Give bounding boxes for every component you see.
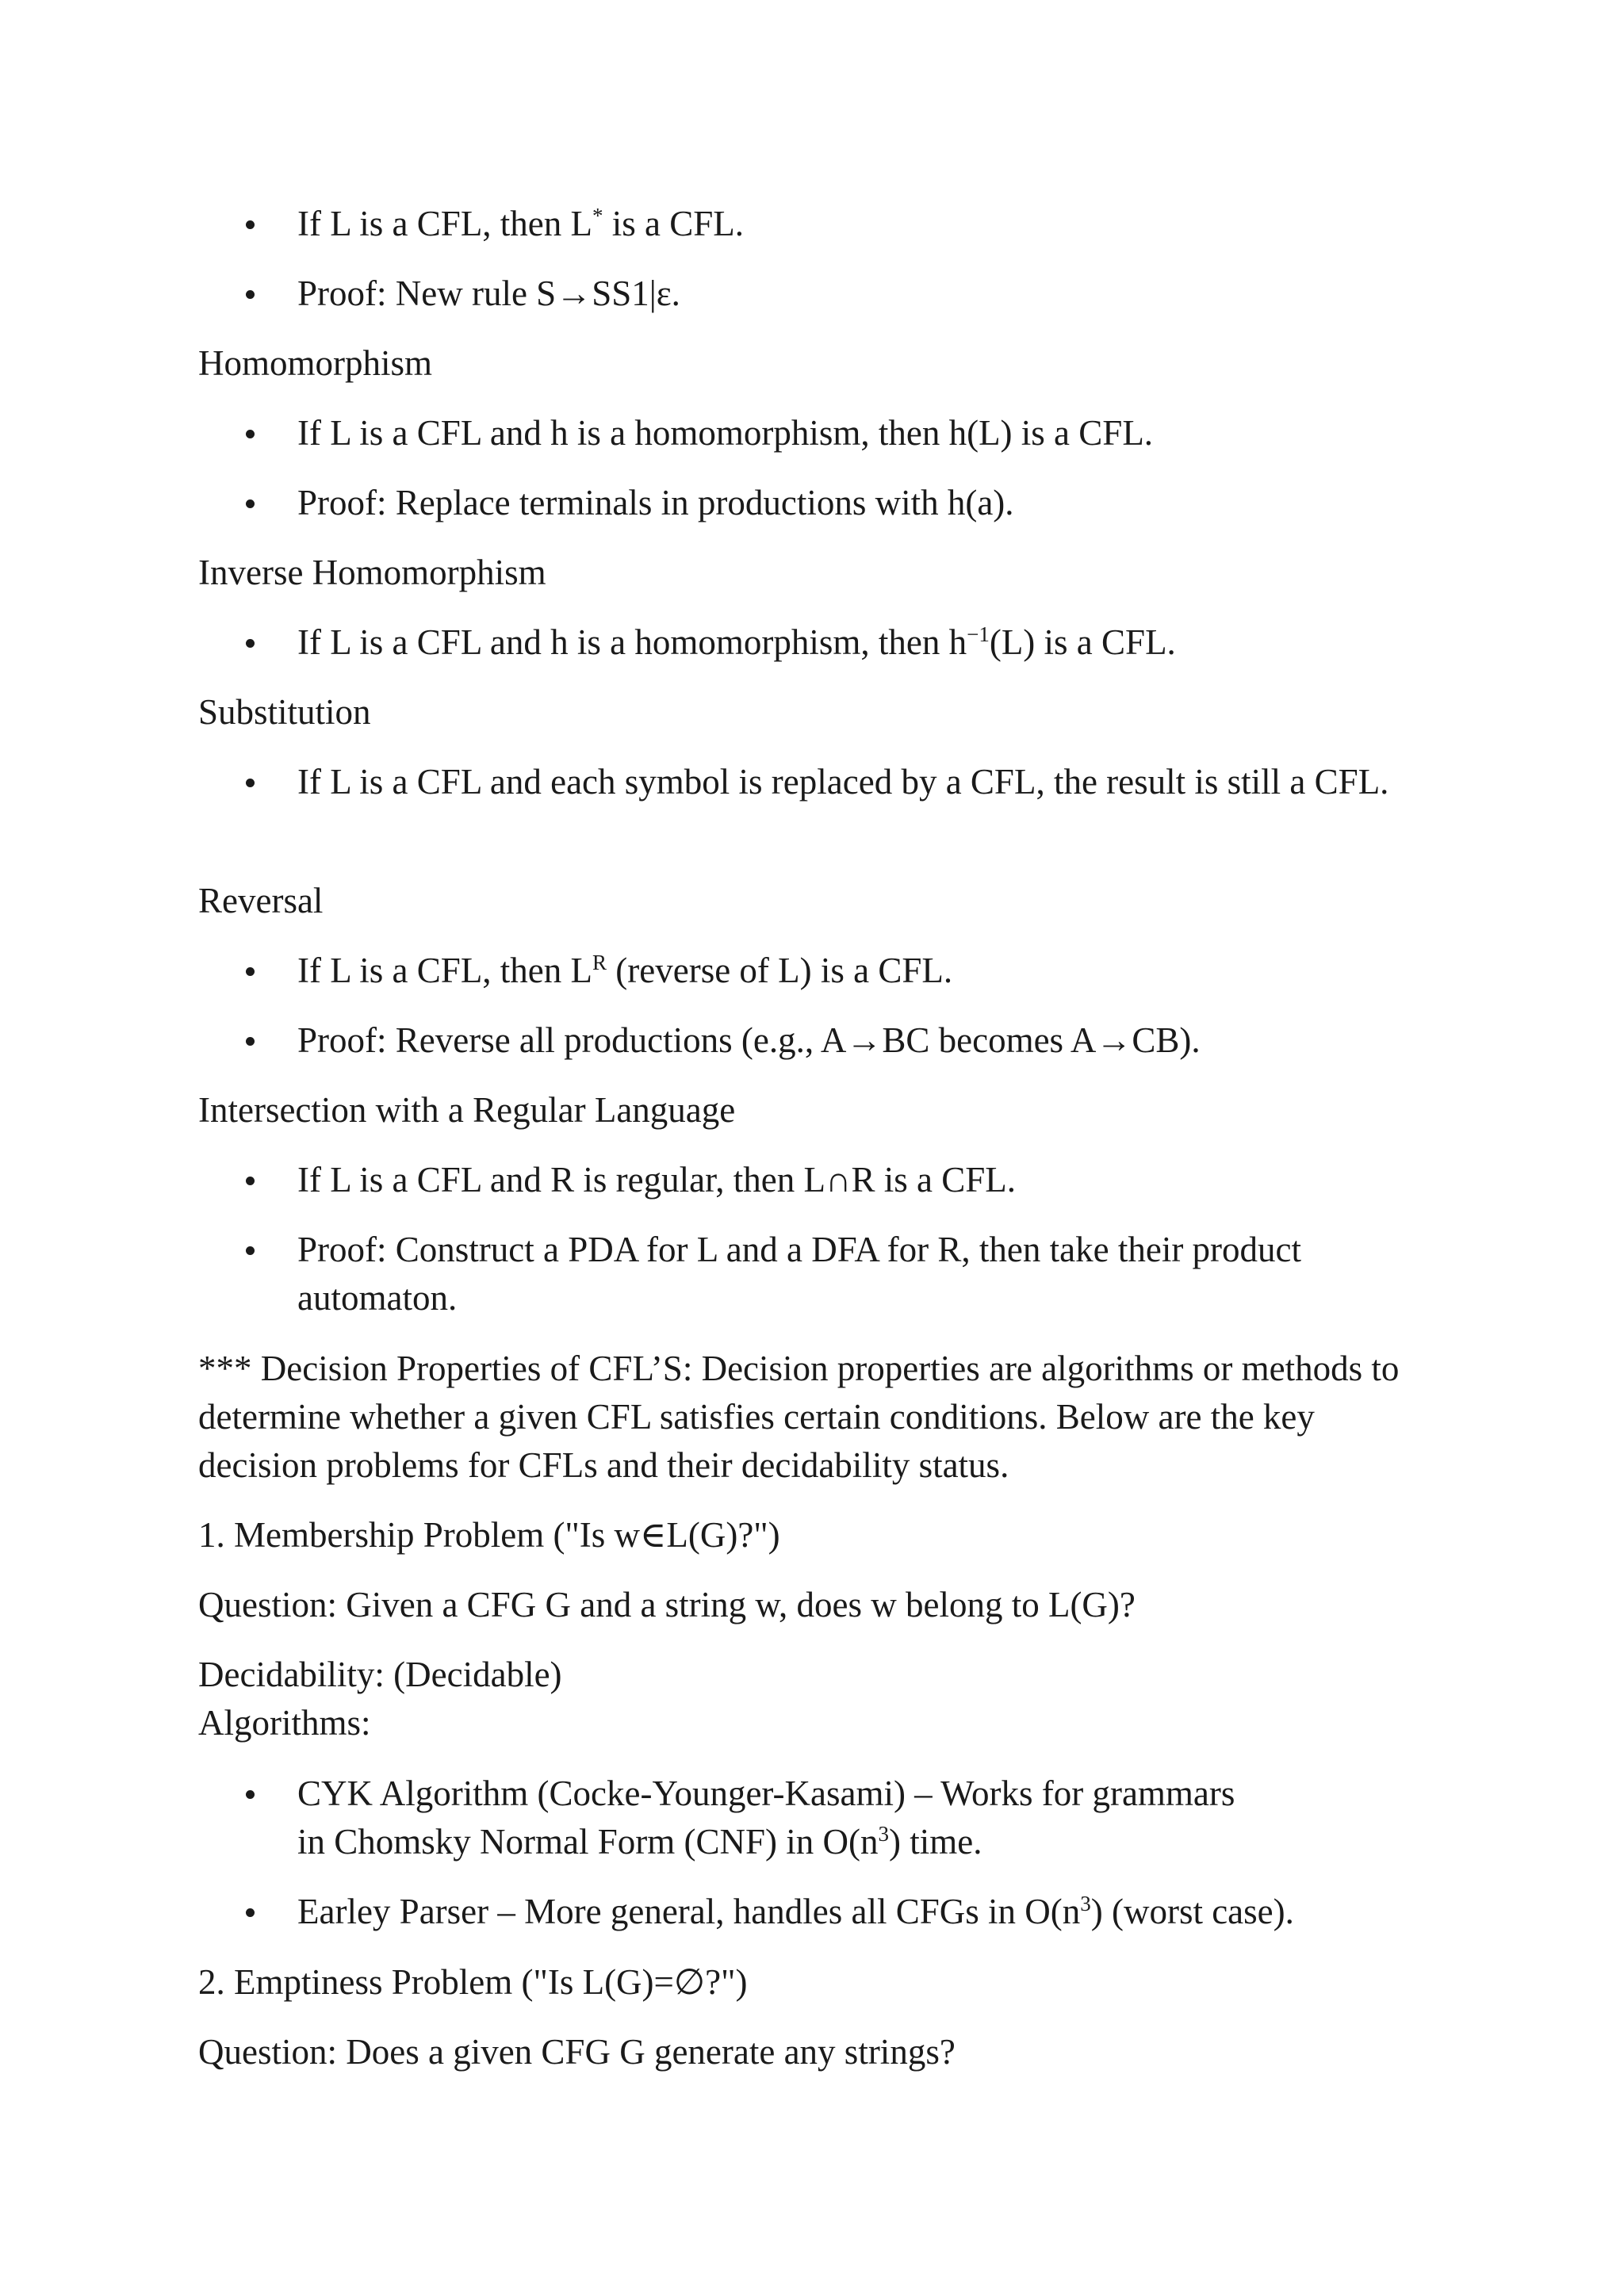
bullet-icon <box>246 290 255 299</box>
decision-intro-paragraph: *** Decision Properties of CFL’S: Decision properties are algorithms or methods to determine whether a given CFL satisfies certain conditions. Below are the key decision problems for CFLs and their decidability status. <box>198 1349 1400 1485</box>
bullet-icon <box>246 1177 255 1185</box>
membership-heading: 1. Membership Problem ("Is w∈L(G)?") <box>198 1515 780 1555</box>
section-heading: Homomorphism <box>198 343 433 383</box>
list-item: Proof: Replace terminals in productions with h(a). <box>246 479 1411 527</box>
list-item: Proof: New rule S→SS1|ε. <box>246 270 1411 318</box>
emptiness-question: Question: Does a given CFG G generate any strings? <box>198 2032 956 2072</box>
bullet-icon <box>246 967 255 976</box>
bullet-icon <box>246 1246 255 1255</box>
section-heading: Substitution <box>198 692 371 732</box>
bullet-icon <box>246 1790 255 1799</box>
list-item: If L is a CFL, then L* is a CFL. <box>246 200 1411 248</box>
membership-question: Question: Given a CFG G and a string w, does w belong to L(G)? <box>198 1585 1136 1624</box>
bullet-icon <box>246 499 255 508</box>
section-heading: Inverse Homomorphism <box>198 553 546 592</box>
list-item: Earley Parser – More general, handles all CFGs in $O(n^3)$ (worst case). <box>246 1888 1411 1936</box>
list-item: CYK Algorithm (Cocke-Younger-Kasami) – Works for grammars in Chomsky Normal Form (CNF) in $O(n^3)$ time. <box>246 1770 1411 1866</box>
list-item: If L is a CFL and each symbol is replaced by a CFL, the result is still a CFL. <box>246 758 1411 806</box>
membership-decidability: Decidability: (Decidable) <box>198 1655 562 1694</box>
bullet-icon <box>246 639 255 648</box>
bullet-icon <box>246 779 255 787</box>
bullet-icon <box>246 1037 255 1046</box>
list-item: Proof: Construct a PDA for L and a DFA for R, then take their product automaton. <box>246 1226 1411 1322</box>
section-heading: Intersection with a Regular Language <box>198 1090 736 1130</box>
bullet-icon <box>246 220 255 229</box>
bullet-icon <box>246 430 255 438</box>
emptiness-heading: 2. Emptiness Problem ("Is L(G)=∅?") <box>198 1962 748 2002</box>
list-item: Proof: Reverse all productions (e.g., A→BC becomes A→CB). <box>246 1016 1411 1065</box>
list-item: If L is a CFL and h is a homomorphism, then $h^{-1}(L)$ is a CFL. <box>246 618 1411 667</box>
list-item: If L is a CFL and R is regular, then L∩R is a CFL. <box>246 1156 1411 1204</box>
algorithms-label: Algorithms: <box>198 1703 371 1743</box>
list-item: If L is a CFL and h is a homomorphism, then h(L) is a CFL. <box>246 409 1411 457</box>
section-heading: Reversal <box>198 881 324 920</box>
list-item: If L is a CFL, then $L^R$ (reverse of L) is a CFL. <box>246 947 1411 995</box>
bullet-icon <box>246 1908 255 1917</box>
